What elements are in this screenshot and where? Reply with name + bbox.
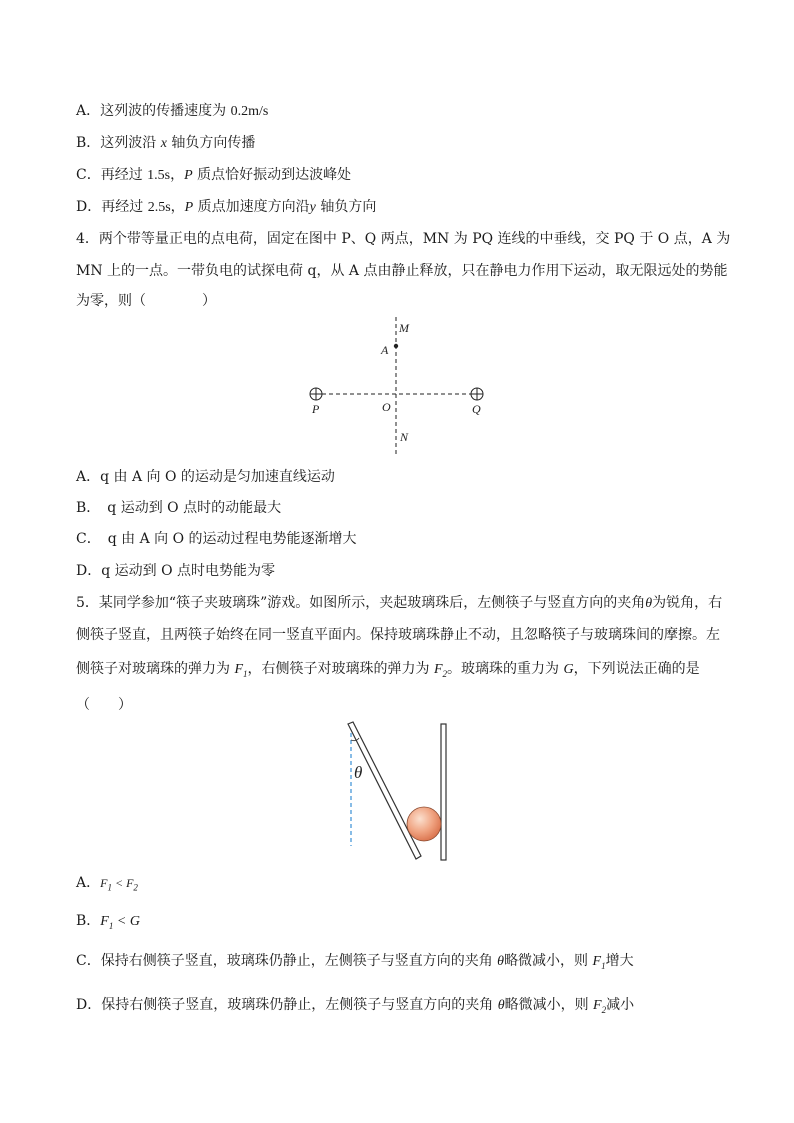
q5-stem-line1: 5．某同学参加“筷子夹玻璃珠”游戏。如图所示，夹起玻璃珠后，左侧筷子与竖直方向的夹角θ为锐角，右 xyxy=(76,595,723,611)
label-p: P xyxy=(312,402,320,416)
label-n: N xyxy=(400,430,409,444)
q5-option-c: C．保持右侧筷子竖直，玻璃珠仍静止，左侧筷子与竖直方向的夹角 θ略微减小，则 $F_1$增大 xyxy=(76,953,634,971)
q3-option-c: C．再经过 1.5s，P 质点恰好振动到达波峰处 xyxy=(76,167,352,183)
q4-option-d: D．q 运动到 O 点时电势能为零 xyxy=(76,563,276,579)
q4-stem-line1: 4．两个带等量正电的点电荷，固定在图中 P、Q 两点，MN 为 PQ 连线的中垂线，交 PQ 于 O 点，A 为 xyxy=(76,231,731,247)
q5-chopsticks-diagram xyxy=(340,718,460,866)
q3-option-d: D．再经过 2.5s，P 质点加速度方向沿y 轴负方向 xyxy=(76,199,377,215)
left-chopstick xyxy=(348,722,421,859)
charge-q-icon xyxy=(471,388,483,400)
q5-stem-line2: 侧筷子竖直，且两筷子始终在同一竖直平面内。保持玻璃珠静止不动，且忽略筷子与玻璃珠间的摩擦。左 xyxy=(76,627,720,643)
q4-stem-line3: 为零，则（ ） xyxy=(76,293,216,309)
label-a: A xyxy=(381,343,389,357)
glass-bead xyxy=(407,807,441,841)
charge-p-icon xyxy=(310,388,322,400)
q3-option-b: B．这列波沿 x 轴负方向传播 xyxy=(76,135,256,151)
q3-option-a: A．这列波的传播速度为 0.2m/s xyxy=(76,103,269,119)
q5-option-d: D．保持右侧筷子竖直，玻璃珠仍静止，左侧筷子与竖直方向的夹角 θ略微减小，则 $F_2$减小 xyxy=(76,997,635,1015)
q5-stem-line3: 侧筷子对玻璃珠的弹力为 $F_1$，右侧筷子对玻璃珠的弹力为 $F_2$。玻璃珠的重力为 G，下列说法正确的是 xyxy=(76,661,700,679)
q4-option-c: C． q 由 A 向 O 的运动过程电势能逐渐增大 xyxy=(76,531,357,547)
q4-option-b: B． q 运动到 O 点时的动能最大 xyxy=(76,500,282,516)
q4-stem-line2: MN 上的一点。一带负电的试探电荷 q，从 A 点由静止释放，只在静电力作用下运动，取无限远处的势能 xyxy=(76,263,728,279)
q5-option-a: A．$F_1 < F_2$ xyxy=(76,875,138,893)
label-q: Q xyxy=(472,402,481,416)
point-a-dot xyxy=(394,344,398,348)
q4-option-a: A．q 由 A 向 O 的运动是匀加速直线运动 xyxy=(76,469,335,485)
label-theta: θ xyxy=(354,763,363,782)
right-chopstick xyxy=(441,724,446,860)
q5-option-b: B．$F_1 < G$ xyxy=(76,913,140,931)
q4-charge-diagram xyxy=(300,312,500,462)
label-o: O xyxy=(382,400,391,414)
q5-answer-paren: （ ） xyxy=(76,697,132,713)
label-m: M xyxy=(399,321,409,335)
